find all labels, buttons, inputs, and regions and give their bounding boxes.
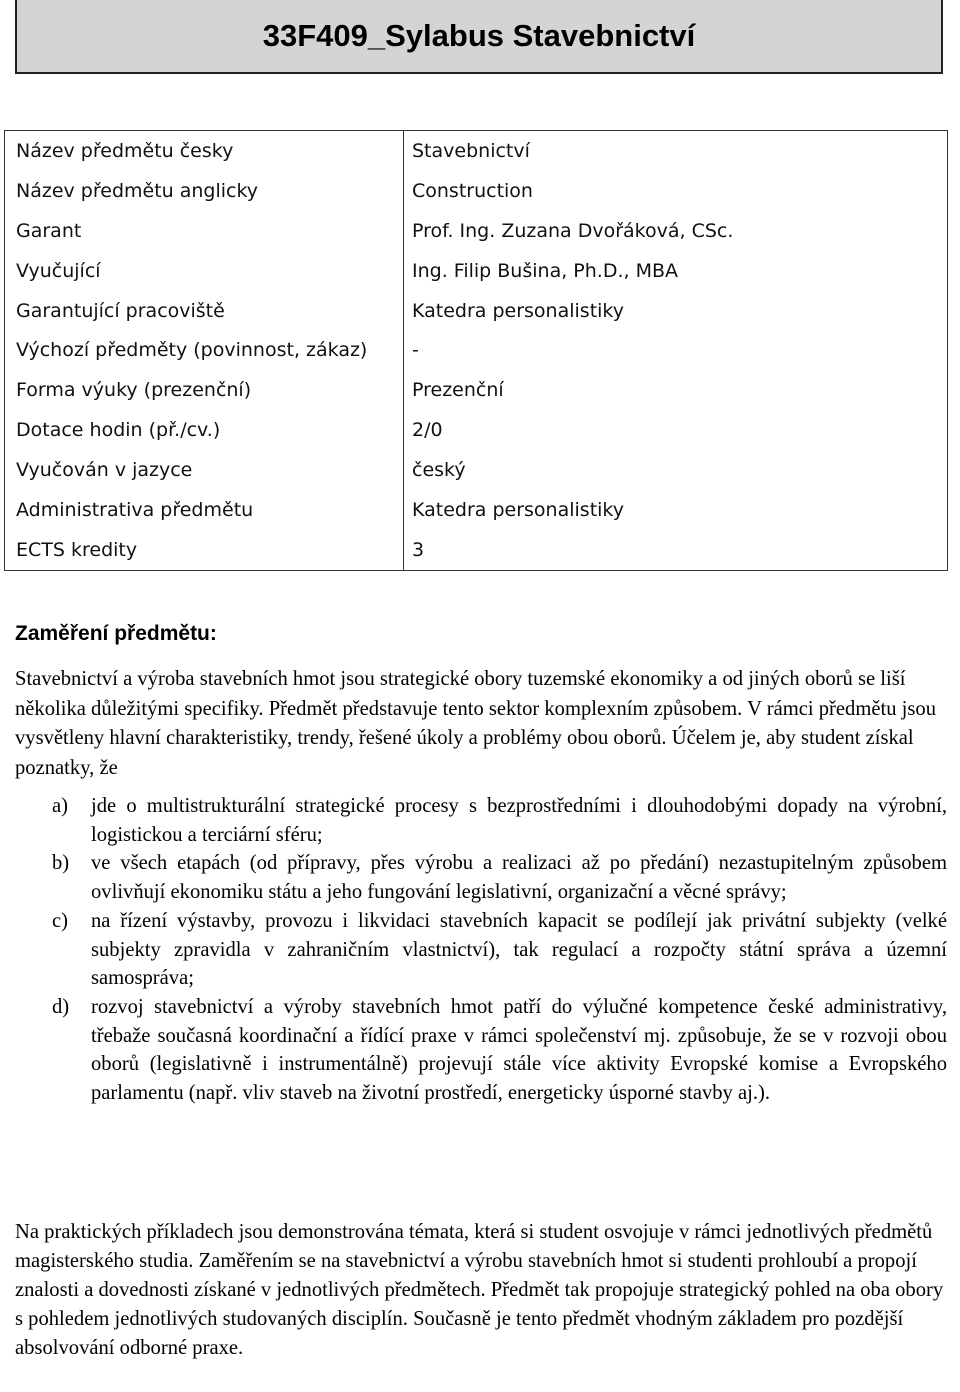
intro-paragraph: Stavebnictví a výroba stavebních hmot jsou strategické obory tuzemské ekonomiky a od jiných oborů se liší několika důležitými specifiky. Předmět představuje tento sektor komplexním způsobem. V rámci předmětu jsou vysvětleny hlavní charakteristiky, trendy, řešené úkoly a problémy obou oborů. Účelem je, aby student získal poznatky, že [15, 668, 936, 779]
row-label: Administrativa předmětu [5, 490, 404, 530]
table-row [5, 291, 948, 331]
row-label: Garant [5, 211, 404, 251]
table-row [5, 450, 948, 490]
table-row [5, 330, 948, 370]
table-row [5, 211, 948, 251]
row-label: Vyučován v jazyce [5, 450, 404, 490]
table-row [5, 131, 948, 171]
row-label: ECTS kredity [5, 530, 404, 570]
list-item [15, 849, 947, 906]
list-item-text: rozvoj stavebnictví a výroby stavebních hmot patří do výlučné kompetence české administrativy, třebaže současná koordinační a řídící praxe v rámci společenství mj. způsobuje, že se v rozvoji obou oborů (legislativně i instrumentálně) projevují stále více aktivity Evropské komise a Evropského parlamentu (např. vliv staveb na životní prostředí, energeticky úsporné stavby aj.). [91, 995, 947, 1105]
list-marker: b) [52, 852, 70, 875]
table-row [5, 171, 948, 211]
list-item-text: ve všech etapách (od přípravy, přes výrobu a realizaci až po předání) nezastupitelným způsobem ovlivňují ekonomiku státu a jeho fungování legislativní, organizační a věcné správy; [91, 852, 947, 904]
row-value: Katedra personalistiky [404, 291, 948, 331]
list-item-text: jde o multistrukturální strategické procesy s bezprostředními i dlouhodobými dopady na výrobní, logistickou a terciární sféru; [91, 795, 947, 846]
row-value: - [404, 330, 948, 370]
list-item [15, 993, 947, 1108]
page-title: 33F409_Sylabus Stavebnictví [15, 0, 943, 74]
section-heading: Zaměření předmětu: [15, 622, 217, 645]
closing-paragraph: Na praktických příkladech jsou demonstrována témata, která si student osvojuje v rámci jednotlivých předmětů magisterského studia. Zaměřením se na stavebnictví a výrobu stavebních hmot si studenti prohloubí a propojí znalosti a dovednosti získané v jednotlivých předmětech. Předmět tak propojuje strategický pohled na oba obory s pohledem jednotlivých studovaných disciplín. Současně je tento předmět vhodným základem pro pozdější absolvování odborné praxe. [15, 1221, 944, 1359]
list-item [15, 792, 947, 849]
row-value: Prezenční [404, 370, 948, 410]
row-label: Vyučující [5, 251, 404, 291]
row-label: Garantující pracoviště [5, 291, 404, 331]
course-info-table [4, 130, 948, 571]
table-row [5, 490, 948, 530]
row-label: Forma výuky (prezenční) [5, 370, 404, 410]
row-label: Výchozí předměty (povinnost, zákaz) [5, 330, 404, 370]
row-value: český [404, 450, 948, 490]
list-item-text: na řízení výstavby, provozu i likvidaci stavebních kapacit se podílejí jak privátní subjekty (velké subjekty zpravidla v zahraničním vlastnictví), tak regulací a rozpočty státní správa a územní samospráva; [91, 909, 947, 990]
row-value: Katedra personalistiky [404, 490, 948, 530]
row-value: Prof. Ing. Zuzana Dvořáková, CSc. [404, 211, 948, 251]
list-item [15, 907, 947, 993]
row-value: Ing. Filip Bušina, Ph.D., MBA [404, 251, 948, 291]
list-marker: a) [52, 795, 68, 817]
row-label: Dotace hodin (př./cv.) [5, 410, 404, 450]
table-row [5, 530, 948, 570]
table-row [5, 370, 948, 410]
list-marker: d) [52, 995, 70, 1018]
row-value: Stavebnictví [404, 131, 948, 171]
row-label: Název předmětu česky [5, 131, 404, 171]
row-value: 3 [404, 530, 948, 570]
table-row [5, 410, 948, 450]
table-row [5, 251, 948, 291]
row-value: Construction [404, 171, 948, 211]
points-list [15, 792, 947, 1108]
list-marker: c) [52, 909, 68, 932]
row-label: Název předmětu anglicky [5, 171, 404, 211]
row-value: 2/0 [404, 410, 948, 450]
